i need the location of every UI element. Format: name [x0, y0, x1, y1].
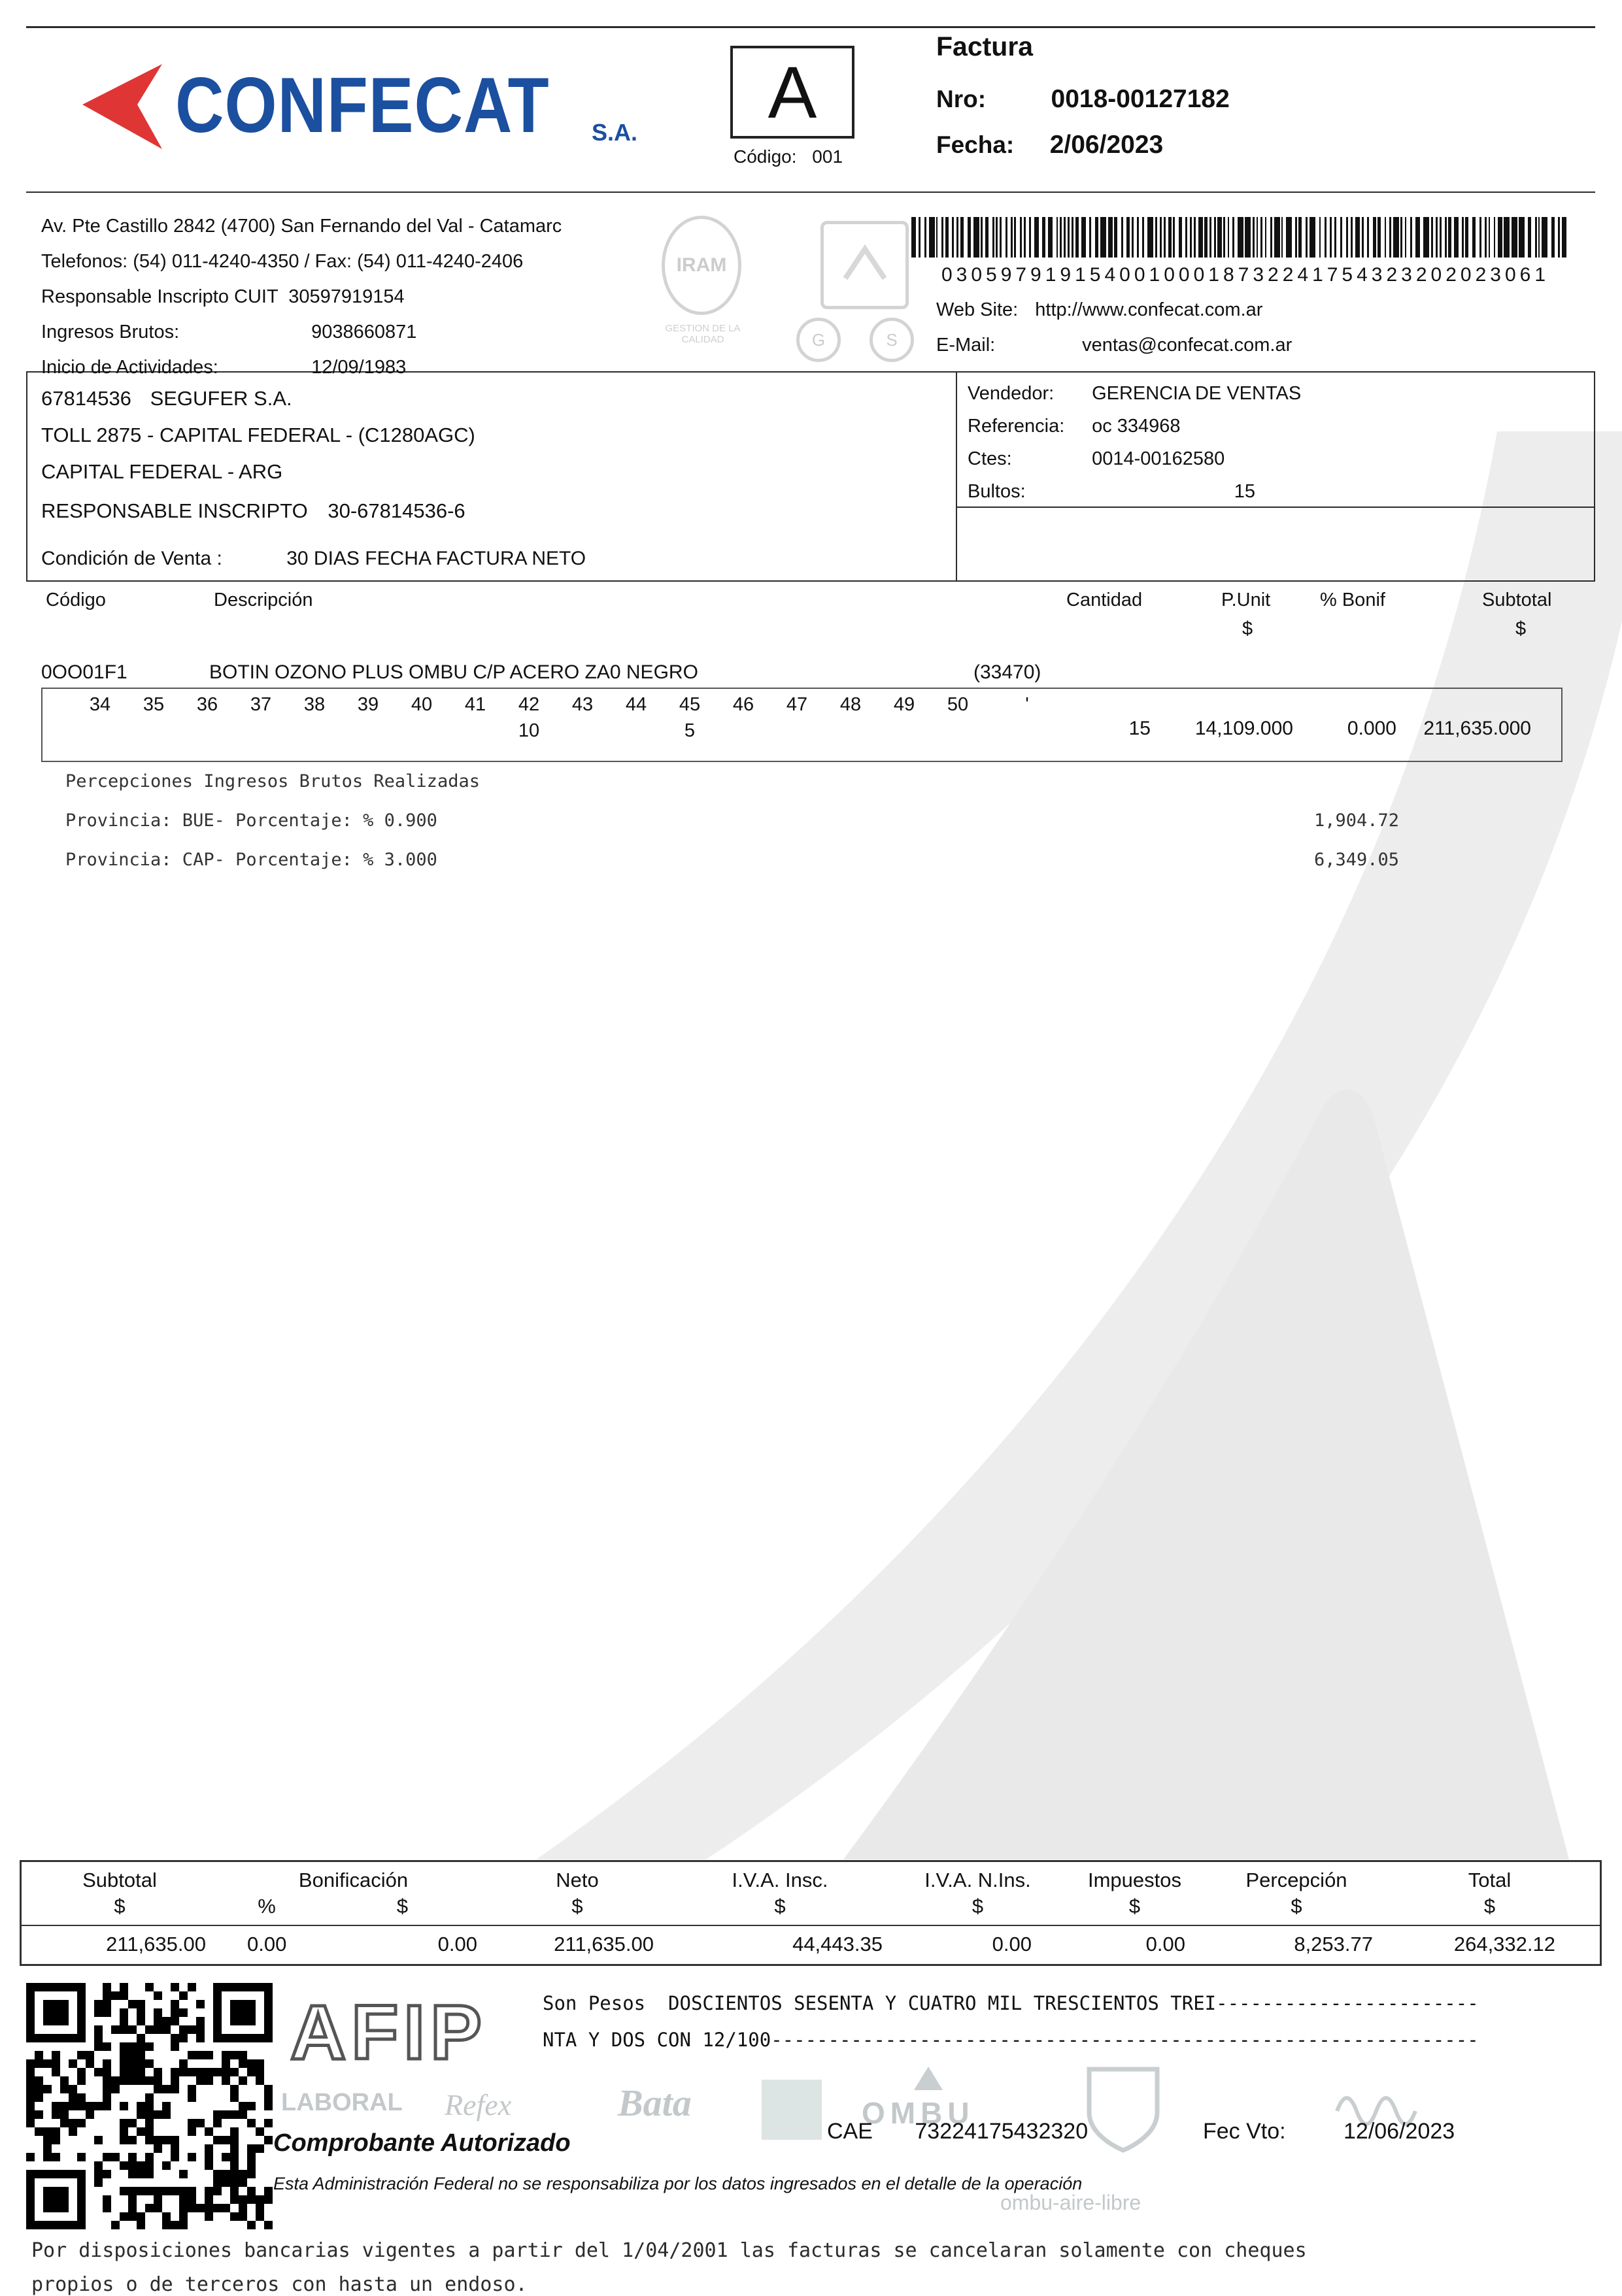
cae-value: 73224175432320 — [915, 2119, 1089, 2144]
customer-iva-label: RESPONSABLE INSCRIPTO — [41, 499, 308, 522]
ombu-triangle-icon — [914, 2067, 943, 2090]
condicion-label: Condición de Venta : — [41, 548, 222, 569]
cae-label: CAE — [827, 2119, 873, 2144]
bultos-value: 15 — [1234, 481, 1255, 502]
size-cell — [180, 694, 234, 742]
totals-bonificacion-label: Bonificación — [298, 1869, 409, 1891]
inicio-label: Inicio de Actividades: — [41, 357, 218, 378]
unit-neto: $ — [571, 1895, 583, 1918]
codigo-value: 001 — [812, 146, 843, 167]
totals-labels-row — [22, 1862, 1600, 1892]
company-name-suffix: S.A. — [592, 119, 638, 146]
col-punit: P.Unit — [1221, 590, 1271, 610]
item-ref: (33470) — [973, 661, 1041, 683]
size-label: 36 — [196, 694, 218, 715]
unit-iva-nins: $ — [972, 1895, 984, 1918]
size-qty — [127, 720, 180, 742]
seller-phones: Telefonos: (54) 011-4240-4350 / Fax: (54) 011-4240-2406 — [41, 251, 524, 272]
doc-title: Factura — [936, 31, 1034, 61]
size-cell — [502, 694, 556, 742]
item-subtotal: 211,635.000 — [1423, 718, 1531, 739]
ctes-label: Ctes: — [968, 448, 1012, 469]
bultos-label: Bultos: — [968, 481, 1026, 502]
size-label: 47 — [786, 694, 808, 715]
comprobante-autorizado: Comprobante Autorizado — [273, 2129, 571, 2157]
cuit-label: Responsable Inscripto CUIT — [41, 286, 279, 307]
fecha-label: Fecha: — [936, 131, 1015, 158]
size-qty — [877, 720, 931, 742]
unit-impuestos: $ — [1128, 1895, 1141, 1918]
size-qty — [180, 720, 234, 742]
totals-neto-label: Neto — [556, 1869, 599, 1891]
size-cell — [824, 694, 877, 742]
barcode — [910, 217, 1570, 261]
col-codigo: Código — [46, 590, 106, 610]
top-border-line — [26, 26, 1595, 28]
company-name: CONFECAT — [175, 61, 550, 149]
item-cantidad: 15 — [1128, 718, 1151, 739]
amount-in-words-line1: Son Pesos DOSCIENTOS SESENTA Y CUATRO MIL TRESCIENTOS TREI----------------------- — [543, 1992, 1479, 2014]
col-descripcion: Descripción — [214, 590, 313, 610]
web-value: http://www.confecat.com.ar — [1035, 299, 1263, 320]
order-box-bottom-line — [956, 507, 1595, 508]
watermark-bata: Bata — [618, 2082, 692, 2124]
nro-value: 0018-00127182 — [1051, 85, 1230, 113]
vendedor-value: GERENCIA DE VENTAS — [1092, 383, 1302, 404]
percepcion-row2-label: Provincia: CAP- Porcentaje: % 3.000 — [65, 850, 437, 870]
iram-seal-icon — [662, 216, 741, 315]
size-label: 48 — [839, 694, 862, 715]
totals-percepcion-value: 8,253.77 — [1294, 1933, 1373, 1955]
size-label: 39 — [357, 694, 379, 715]
fecha-value: 2/06/2023 — [1049, 131, 1164, 159]
size-qty: 5 — [684, 720, 696, 741]
watermark-laboral: LABORAL — [281, 2089, 403, 2116]
size-qty — [234, 720, 288, 742]
totals-impuestos-label: Impuestos — [1087, 1869, 1181, 1891]
unit-total: $ — [1483, 1895, 1496, 1918]
totals-bonif-pct-value: 0.00 — [247, 1933, 287, 1955]
size-cell — [717, 694, 770, 742]
confecat-emblem-icon — [64, 58, 172, 156]
size-qty — [609, 720, 663, 742]
bank-note-line1: Por disposiciones bancarias vigentes a partir del 1/04/2001 las facturas se cancelaran solamente con cheques — [31, 2239, 1307, 2262]
size-cell — [770, 694, 824, 742]
codigo-label: Código: — [734, 146, 797, 167]
percepcion-row2-value: 6,349.05 — [1313, 850, 1399, 870]
totals-box — [20, 1860, 1602, 1966]
referencia-label: Referencia: — [968, 416, 1065, 437]
size-cell — [395, 694, 448, 742]
size-label: 49 — [893, 694, 915, 715]
size-qty — [770, 720, 824, 742]
size-qty — [395, 720, 448, 742]
sizes-row — [73, 694, 1054, 742]
customer-box-left-border — [26, 371, 27, 580]
table-top-line — [26, 580, 1595, 582]
size-qty — [288, 720, 341, 742]
size-label: 43 — [571, 694, 594, 715]
item-codigo: 0OO01F1 — [41, 661, 127, 683]
watermark-refex: Refex — [445, 2088, 512, 2121]
totals-total-label: Total — [1468, 1869, 1512, 1891]
amount-in-words-line2: NTA Y DOS CON 12/100-------------------------------------------------------------- — [543, 2029, 1479, 2051]
percepciones-title: Percepciones Ingresos Brutos Realizadas — [65, 771, 480, 791]
size-label: 41 — [464, 694, 486, 715]
customer-code: 67814536 — [41, 387, 131, 410]
unit-iva-insc: $ — [774, 1895, 786, 1918]
totals-iva-nins-value: 0.00 — [992, 1933, 1032, 1955]
invoice-letter: A — [768, 51, 817, 133]
watermark-square-icon — [762, 2080, 822, 2140]
size-qty — [824, 720, 877, 742]
referencia-value: oc 334968 — [1092, 416, 1181, 437]
unit-bonif-pct: % — [258, 1895, 276, 1918]
size-label: 37 — [250, 694, 272, 715]
shield-watermark-icon — [1084, 2064, 1162, 2155]
size-label: 34 — [89, 694, 111, 715]
col-subtotal: Subtotal — [1482, 590, 1552, 610]
size-label: ' — [1025, 694, 1029, 715]
size-qty — [1000, 720, 1054, 742]
size-cell — [73, 694, 127, 742]
ctes-value: 0014-00162580 — [1092, 448, 1225, 469]
size-qty — [448, 720, 502, 742]
vendedor-label: Vendedor: — [968, 383, 1055, 404]
size-cell — [556, 694, 609, 742]
inicio-value: 12/09/1983 — [311, 357, 407, 378]
item-bonif: 0.000 — [1347, 718, 1396, 739]
size-cell — [127, 694, 180, 742]
customer-iva-cuit: 30-67814536-6 — [328, 499, 465, 522]
percepcion-row1-value: 1,904.72 — [1313, 810, 1399, 831]
afip-logo — [286, 1988, 522, 2080]
nro-label: Nro: — [936, 86, 987, 112]
bank-note-line2: propios o de terceros con hasta un endoso. — [31, 2273, 528, 2296]
item-punit: 14,109.000 — [1194, 718, 1293, 739]
percepcion-row1-label: Provincia: BUE- Porcentaje: % 0.900 — [65, 810, 437, 831]
watermark-ombu: OMBU — [862, 2096, 975, 2130]
stamp-circle-icon: G — [796, 318, 841, 362]
size-cell — [448, 694, 502, 742]
size-cell — [931, 694, 985, 742]
totals-units-row — [22, 1892, 1600, 1925]
size-cell — [663, 694, 717, 742]
customer-order-divider — [956, 371, 957, 580]
customer-name: SEGUFER S.A. — [150, 387, 292, 410]
header-divider — [26, 191, 1595, 193]
totals-bonif-amt-value: 0.00 — [437, 1933, 477, 1955]
item-descripcion: BOTIN OZONO PLUS OMBU C/P ACERO ZA0 NEGRO — [209, 661, 698, 683]
size-label: 45 — [679, 694, 701, 715]
totals-iva-nins-label: I.V.A. N.Ins. — [924, 1869, 1031, 1891]
email-label: E-Mail: — [936, 335, 996, 356]
col-cantidad: Cantidad — [1066, 590, 1143, 610]
col-subtotal-unit: $ — [1515, 618, 1527, 639]
customer-city: CAPITAL FEDERAL - ARG — [41, 460, 283, 483]
iram-seal-text: IRAM — [676, 254, 727, 276]
certification-seal-icon — [820, 221, 909, 309]
col-bonif: % Bonif — [1320, 590, 1385, 610]
size-label: 42 — [518, 694, 540, 715]
iibb-label: Ingresos Brutos: — [41, 322, 180, 342]
totals-impuestos-value: 0.00 — [1145, 1933, 1185, 1955]
totals-values-row — [22, 1925, 1600, 1964]
size-cell — [234, 694, 288, 742]
totals-iva-insc-value: 44,443.35 — [792, 1933, 883, 1955]
company-logo — [64, 58, 172, 159]
size-qty — [73, 720, 127, 742]
totals-iva-insc-label: I.V.A. Insc. — [732, 1869, 828, 1891]
totals-subtotal-label: Subtotal — [82, 1869, 157, 1891]
size-cell — [1000, 694, 1054, 742]
size-cell — [609, 694, 663, 742]
size-label: 44 — [625, 694, 647, 715]
size-label: 35 — [143, 694, 165, 715]
cuit-value: 30597919154 — [288, 286, 405, 307]
customer-address: TOLL 2875 - CAPITAL FEDERAL - (C1280AGC) — [41, 424, 475, 446]
size-cell — [341, 694, 395, 742]
totals-neto-value: 211,635.00 — [554, 1933, 654, 1955]
unit-percepcion: $ — [1291, 1895, 1302, 1918]
invoice-letter-box — [730, 46, 854, 139]
afip-disclaimer: Esta Administración Federal no se responsabiliza por los datos ingresados en el detalle de la operación — [273, 2174, 1083, 2193]
qr-code — [26, 1983, 273, 2233]
customer-box-right-border — [1594, 371, 1595, 580]
size-cell — [877, 694, 931, 742]
size-qty — [931, 720, 985, 742]
size-label: 38 — [303, 694, 326, 715]
barcode-number: 03059791915400100018732241754323202023061 — [941, 264, 1550, 286]
totals-total-value: 264,332.12 — [1453, 1933, 1555, 1955]
web-label: Web Site: — [936, 299, 1019, 320]
email-value: ventas@confecat.com.ar — [1082, 335, 1293, 356]
size-qty — [341, 720, 395, 742]
unit-subtotal: $ — [114, 1895, 126, 1918]
seller-address: Av. Pte Castillo 2842 (4700) San Fernando del Val - Catamarc — [41, 216, 562, 237]
size-label: 40 — [411, 694, 433, 715]
size-qty — [717, 720, 770, 742]
condicion-value: 30 DIAS FECHA FACTURA NETO — [286, 548, 586, 569]
iram-seal-caption: GESTION DE LA CALIDAD — [665, 323, 741, 345]
iibb-value: 9038660871 — [311, 322, 417, 342]
size-qty: 10 — [518, 720, 540, 741]
size-cell — [288, 694, 341, 742]
fecvto-label: Fec Vto: — [1203, 2119, 1286, 2144]
totals-subtotal-value: 211,635.00 — [106, 1933, 206, 1955]
size-qty — [556, 720, 609, 742]
afip-logo-text: AFIP — [290, 1989, 487, 2076]
totals-percepcion-label: Percepción — [1245, 1869, 1347, 1891]
size-label: 46 — [732, 694, 754, 715]
unit-bonif-amt: $ — [396, 1895, 409, 1918]
size-label: 50 — [947, 694, 969, 715]
fecvto-value: 12/06/2023 — [1343, 2119, 1455, 2144]
col-punit-unit: $ — [1242, 618, 1253, 639]
watermark-ombu-aire-libre: ombu-aire-libre — [1000, 2191, 1141, 2214]
stamp-circle2-icon: S — [870, 318, 914, 362]
